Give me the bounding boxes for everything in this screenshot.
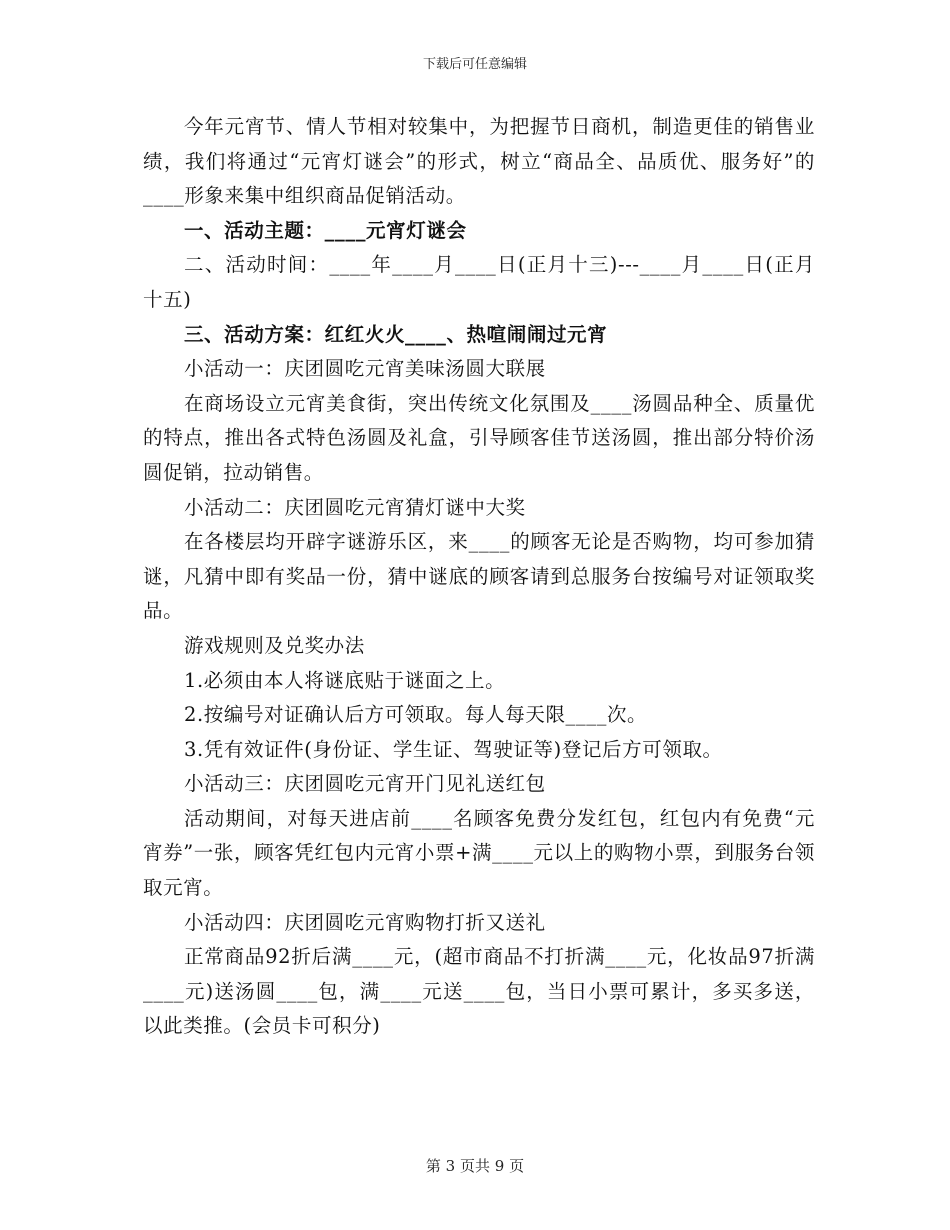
page-header: 下载后可任意编辑 [422,57,527,72]
subheading-activity-3: 小活动三：庆团圆吃元宵开门见礼送红包 [183,772,546,796]
rule-item-1: 1.必须由本人将谜底贴于谜面之上。 [183,668,506,692]
paragraph-activity-4: 正常商品92折后满____元，(超市商品不打折满____元，化妆品97折满____元)送汤圆____包，满____元送____包，当日小票可累计，多买多送，以此类推。(会员卡可积分) [143,945,815,1038]
subheading-activity-2: 小活动二：庆团圆吃元宵猜灯谜中大奖 [183,495,526,519]
rule-item-3: 3.凭有效证件(身份证、学生证、驾驶证等)登记后方可领取。 [183,737,723,761]
paragraph-activity-1: 在商场设立元宵美食街，突出传统文化氛围及____汤圆品种全、质量优的特点，推出各式特色汤圆及礼盒，引导顾客佳节送汤圆，推出部分特价汤圆促销，拉动销售。 [143,391,815,484]
document-body [143,110,815,1044]
rule-item-2: 2.按编号对证确认后方可领取。每人每天限____次。 [183,703,648,727]
heading-plan: 三、活动方案：红红火火____、热喧闹闹过元宵 [183,322,608,346]
subheading-activity-4: 小活动四：庆团圆吃元宵购物打折又送礼 [183,910,546,934]
page-footer: 第 3 页共 9 页 [425,1157,525,1175]
paragraph-activity-3: 活动期间，对每天进店前____名顾客免费分发红包，红包内有免费“元宵券”一张，顾客凭红包内元宵小票+满____元以上的购物小票，到服务台领取元宵。 [143,806,815,900]
paragraph-activity-2: 在各楼层均开辟字谜游乐区，来____的顾客无论是否购物，均可参加猜谜，凡猜中即有奖品一份，猜中谜底的顾客请到总服务台按编号对证领取奖品。 [143,530,815,623]
subheading-activity-1: 小活动一：庆团圆吃元宵美味汤圆大联展 [183,357,546,381]
heading-theme: 一、活动主题：____元宵灯谜会 [183,218,467,242]
paragraph-intro: 今年元宵节、情人节相对较集中，为把握节日商机，制造更佳的销售业绩，我们将通过“元宵灯谜会”的形式，树立“商品全、品质优、服务好”的____形象来集中组织商品促销活动。 [143,115,815,208]
paragraph-time: 二、活动时间：____年____月____日(正月十三)---____月____日(正月十五) [143,253,815,311]
subheading-rules: 游戏规则及兑奖办法 [183,633,365,657]
